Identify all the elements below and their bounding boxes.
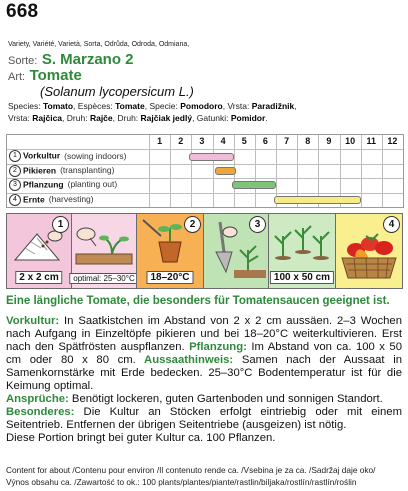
step-name: Pikieren (23, 165, 57, 176)
panel-sowing (6, 213, 72, 289)
species-value: Tomate (115, 101, 145, 111)
pflanzung-text: Im Abstand von ca. 100 x 50 cm oder 80 x 80 cm. (6, 341, 402, 366)
calendar-row-label (9, 194, 94, 206)
spacing-label: 2 x 2 cm (15, 271, 62, 284)
species-row-1: Species: Tomato, Espèces: Tomate, Specie: Pomodoro, Vrsta: Paradižnik, (8, 101, 297, 111)
content-line-2: Výnos obsahu ca. /Zawartość to ok.: 100 plants/plantes/piante/rastlin/biljaka/rostlín/rastlín/roślin (6, 477, 357, 487)
calendar-row-label (9, 179, 117, 191)
variety-line: Variety, Variété, Varietà, Sorta, Odrůda, Odroda, Odmiana, (8, 41, 190, 48)
step-number: 1 (9, 150, 21, 162)
step-number: 2 (184, 216, 201, 233)
panel-planting (203, 213, 269, 289)
sorte-label: Sorte: (8, 55, 38, 67)
aussaat-heading: Aussaathinweis: (135, 354, 234, 366)
species-label: Species: (8, 101, 41, 111)
month-number: 1 (157, 136, 163, 146)
month-number: 8 (305, 136, 311, 146)
step-translation: (sowing indoors) (64, 150, 127, 161)
art-row (8, 67, 82, 85)
cultivation-instructions (6, 315, 402, 445)
spaced-plants-icon (269, 214, 335, 268)
panel-harvest (335, 213, 403, 289)
month-number: 6 (262, 136, 268, 146)
month-number: 5 (241, 136, 247, 146)
portion-text: Diese Portion bringt bei guter Kultur ca. 100 Pflanzen. (6, 432, 276, 444)
ansprueche-heading: Ansprüche: (6, 393, 69, 405)
month-number: 10 (345, 136, 356, 146)
product-number: 668 (6, 1, 39, 22)
step-number: 3 (249, 216, 266, 233)
calendar-row-label (9, 165, 114, 177)
sprouting-seedling-icon (72, 214, 136, 268)
sowing-calendar (6, 134, 404, 208)
panel-germination (71, 213, 137, 289)
species-label: Vrsta: (227, 101, 250, 111)
plant-spacing-label: 100 x 50 cm (270, 271, 334, 284)
latin-name: (Solanum lycopersicum L.) (40, 84, 194, 99)
species-row-2: Vrsta: Rajčica, Druh: Rajče, Druh: Rajčiak jedlý, Gatunki: Pomidor. (8, 113, 268, 123)
step-number: 3 (9, 179, 21, 191)
step-number: 4 (9, 194, 21, 206)
step-translation: (planting out) (67, 179, 118, 190)
vorkultur-text: In Saatkistchen im Abstand von 2 x 2 cm aussäen. 2–3 Wochen nach Aufgang in Einzeltöpfe pikieren und bei 18–20°C weiterkultivieren. Erst nach den Spätfrösten auspflanzen. (6, 315, 402, 353)
species-label: Specie: (149, 101, 178, 111)
month-number: 4 (220, 136, 226, 146)
sorte-value: S. Marzano 2 (41, 51, 134, 68)
calendar-period-bar (232, 181, 276, 189)
art-label: Art: (8, 71, 26, 83)
pflanzung-heading: Pflanzung: (184, 341, 247, 353)
content-line-1: Content for about /Contenu pour environ /Il contenuto rende ca. /Vsebina je za ca. /Sadržaj daje oko/ (6, 465, 376, 475)
step-number: 1 (52, 216, 69, 233)
besonderes-heading: Besonderes: (6, 406, 75, 418)
species-value: Rajčica (32, 113, 63, 123)
species-label: Gatunki: (196, 113, 229, 123)
calendar-period-bar (215, 167, 236, 175)
species-value: Tomato (42, 101, 74, 111)
species-value: Pomodoro (180, 101, 223, 111)
panel-spacing (268, 213, 336, 289)
calendar-row-label (9, 150, 127, 162)
month-number: 9 (326, 136, 332, 146)
species-value: Rajčiak jedlý (140, 113, 193, 123)
temperature-label: 18–20°C (146, 271, 193, 284)
month-number: 12 (387, 136, 398, 146)
vorkultur-heading: Vorkultur: (6, 315, 60, 327)
species-value: Paradižnik (251, 101, 295, 111)
step-name: Vorkultur (23, 150, 61, 161)
species-value: Pomidor (230, 113, 266, 123)
besonderes-text: Die Kultur an Stöcken erfolgt eintriebig oder mit einem Seitentrieb. Entfernen der übrigen Seitentriebe (ausgeizen) ist nötig. (6, 406, 402, 431)
month-number: 2 (178, 136, 184, 146)
species-label: Espèces: (77, 101, 113, 111)
step-number: 4 (383, 216, 400, 233)
species-label: Druh: (117, 113, 139, 123)
temperature-optimal-label: optimal: 25–30°C (69, 273, 138, 284)
product-headline: Eine längliche Tomate, die besonders für Tomatensaucen geeignet ist. (6, 295, 390, 307)
aussaat-text: Samen nach der Aussaat in Samenkornstärke mit Erde bedecken. 25–30°C Bodentemperatur ist für die Keimung optimal. (6, 354, 402, 392)
step-number: 2 (9, 165, 21, 177)
calendar-period-bar (274, 196, 361, 204)
step-translation: (transplanting) (60, 165, 115, 176)
month-number: 3 (199, 136, 205, 146)
calendar-period-bar (189, 153, 233, 161)
step-translation: (harvesting) (48, 193, 94, 204)
species-label: Vrsta: (8, 113, 30, 123)
month-number: 11 (366, 136, 376, 146)
month-number: 7 (284, 136, 290, 146)
step-name: Ernte (23, 193, 45, 204)
species-value: Rajče (89, 113, 113, 123)
step-name: Pflanzung (23, 179, 64, 190)
art-value: Tomate (29, 67, 82, 84)
ansprueche-text: Benötigt lockeren, guten Gartenboden und sonnigen Standort. (68, 393, 383, 405)
panel-transplanting (136, 213, 204, 289)
species-label: Druh: (66, 113, 88, 123)
